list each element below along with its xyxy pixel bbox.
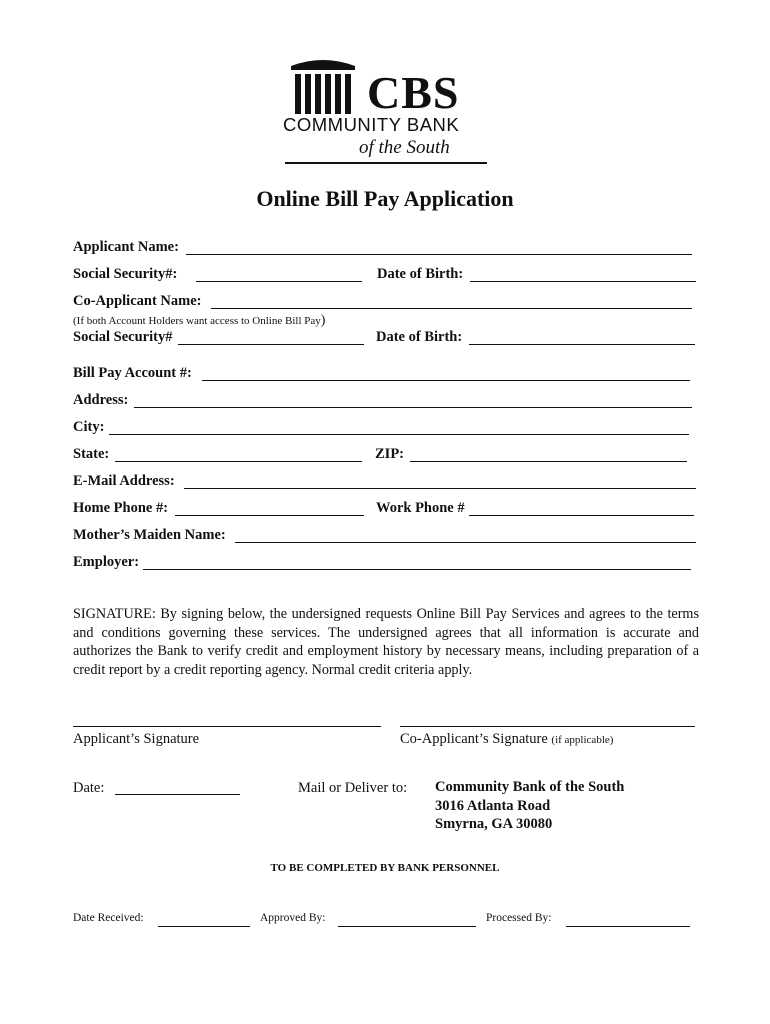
co-applicant-note xyxy=(73,313,325,329)
dob-field[interactable] xyxy=(470,281,696,282)
co-dob-field[interactable] xyxy=(469,344,695,345)
logo-tagline: of the South xyxy=(359,137,450,158)
co-applicant-signature-note: (if applicable) xyxy=(551,734,614,746)
email-field[interactable] xyxy=(184,488,696,489)
mail-address-line: Smyrna, GA 30080 xyxy=(435,816,553,832)
co-ssn-field[interactable] xyxy=(178,344,364,345)
zip-field[interactable] xyxy=(410,461,687,462)
employer-label: Employer: xyxy=(73,554,140,570)
dob-label: Date of Birth: xyxy=(377,266,464,282)
applicant-signature-label: Applicant’s Signature xyxy=(73,731,200,747)
signature-agreement-text: SIGNATURE: By signing below, the undersigned requests Online Bill Pay Services and agrees to the terms and conditions governing these services. The undersigned agrees that all information is accurate and authorizes the Bank to verify credit and employment history by necessary means, including preparation of a credit report by a credit reporting agency. Normal credit criteria apply. xyxy=(73,606,699,678)
home-phone-label: Home Phone #: xyxy=(73,500,169,516)
maiden-name-field[interactable] xyxy=(235,542,696,543)
logo-name: COMMUNITY BANK xyxy=(283,114,460,135)
co-applicant-signature-field[interactable] xyxy=(400,726,695,727)
bill-pay-account-field[interactable] xyxy=(202,380,690,381)
ssn-field[interactable] xyxy=(196,281,362,282)
address-field[interactable] xyxy=(134,407,692,408)
home-phone-field[interactable] xyxy=(175,515,364,516)
maiden-name-label: Mother’s Maiden Name: xyxy=(73,527,226,543)
co-applicant-signature-label xyxy=(400,731,613,748)
mail-address xyxy=(435,778,624,834)
state-field[interactable] xyxy=(115,461,362,462)
processed-by-label: Processed By: xyxy=(486,912,552,924)
city-label: City: xyxy=(73,419,105,435)
logo-rule xyxy=(285,162,487,164)
work-phone-field[interactable] xyxy=(469,515,694,516)
bill-pay-account-label: Bill Pay Account #: xyxy=(73,365,192,381)
applicant-name-label: Applicant Name: xyxy=(73,239,179,255)
co-applicant-name-field[interactable] xyxy=(211,308,692,309)
state-label: State: xyxy=(73,446,110,462)
address-label: Address: xyxy=(73,392,129,408)
zip-label: ZIP: xyxy=(375,446,404,462)
applicant-name-field[interactable] xyxy=(186,254,692,255)
mail-address-line: 3016 Atlanta Road xyxy=(435,797,551,814)
columns-icon xyxy=(287,56,359,116)
logo-abbr: CBS xyxy=(367,67,460,118)
co-ssn-label: Social Security# xyxy=(73,329,173,345)
date-label: Date: xyxy=(73,780,105,796)
ssn-label: Social Security#: xyxy=(73,266,178,282)
bank-logo xyxy=(283,52,493,170)
email-label: E-Mail Address: xyxy=(73,473,175,489)
employer-field[interactable] xyxy=(143,569,691,570)
city-field[interactable] xyxy=(109,434,689,435)
work-phone-label: Work Phone # xyxy=(376,500,465,516)
co-dob-label: Date of Birth: xyxy=(376,329,463,345)
processed-by-field[interactable] xyxy=(566,926,690,927)
approved-by-label: Approved By: xyxy=(260,912,326,924)
co-applicant-signature-text: Co-Applicant’s Signature xyxy=(400,731,548,747)
page-title: Online Bill Pay Application xyxy=(256,186,514,211)
date-received-field[interactable] xyxy=(158,926,250,927)
co-applicant-name-label: Co-Applicant Name: xyxy=(73,293,202,309)
co-applicant-note-text: (If both Account Holders want access to Online Bill Pay xyxy=(73,315,321,327)
applicant-signature-field[interactable] xyxy=(73,726,381,727)
approved-by-field[interactable] xyxy=(338,926,476,927)
co-applicant-note-paren: ) xyxy=(320,313,326,328)
date-field[interactable] xyxy=(115,794,240,795)
date-received-label: Date Received: xyxy=(73,912,144,924)
mail-label: Mail or Deliver to: xyxy=(298,780,408,796)
bank-personnel-heading: TO BE COMPLETED BY BANK PERSONNEL xyxy=(270,862,500,874)
mail-address-line: Community Bank of the South xyxy=(435,779,625,795)
